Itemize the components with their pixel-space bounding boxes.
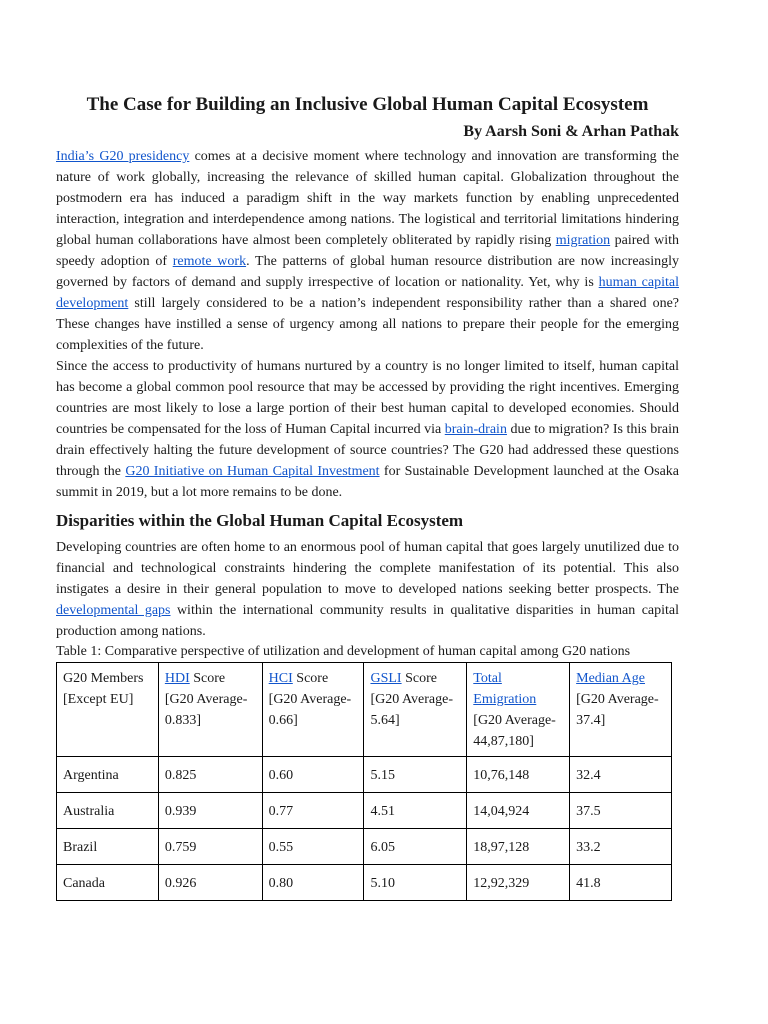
table-cell: 0.60 — [262, 757, 364, 793]
table-cell: 0.939 — [158, 793, 262, 829]
link-india-g20-presidency[interactable]: India’s G20 presidency — [56, 149, 190, 164]
link-total-emigration[interactable]: Total Emigration — [473, 671, 537, 707]
table-cell: 12,92,329 — [467, 865, 570, 901]
table-cell: 0.77 — [262, 793, 364, 829]
paragraph-text: Developing countries are often home to an enormous pool of human capital that goes largely unutilized due to financial and technological constraints hindering the complete manifestation of its potential. This also instigates a desire in their general population to move to developed nations seeking better prospects. The — [56, 540, 679, 597]
link-g20-initiative[interactable]: G20 Initiative on Human Capital Investment — [125, 464, 380, 479]
table-cell: 0.80 — [262, 865, 364, 901]
table-row — [57, 829, 672, 865]
document-title: The Case for Building an Inclusive Global Human Capital Ecosystem — [86, 94, 649, 115]
paragraph-text: still largely considered to be a nation’s independent responsibility rather than a shared one? These changes have instilled a sense of urgency among all nations to prepare their people for the emerging complexities of the future. — [56, 296, 679, 353]
table-cell: 14,04,924 — [467, 793, 570, 829]
table-cell: Argentina — [57, 757, 159, 793]
link-brain-drain[interactable]: brain-drain — [444, 422, 507, 437]
paragraph-disparities — [56, 537, 679, 642]
table-cell: 41.8 — [570, 865, 672, 901]
paragraph-text: due to migration? Is this brain drain effectively halting the future development of source countries? The G20 had addressed these questions through the — [56, 422, 680, 479]
header-cell-median-age: Median Age [G20 Average-37.4] — [570, 663, 672, 757]
section-heading: Disparities within the Global Human Capital Ecosystem — [56, 511, 464, 530]
document-page — [56, 92, 679, 901]
paragraph-text: comes at a decisive moment where technology and innovation are transforming the nature of work globally, increasing the relevance of skilled human capital. Globalization throughout the postmodern era has induced a paradigm shift in the way markets function by enabling unprecedented interaction, integration and interdependence among nations. The logistical and territorial limitations hindering global human collaborations have almost been completely obliterated by rapidly rising — [56, 149, 679, 248]
header-cell-hdi: HDI Score [G20 Average-0.833] — [158, 663, 262, 757]
table-cell: 0.825 — [158, 757, 262, 793]
link-migration[interactable]: migration — [555, 233, 611, 248]
author-byline: By Aarsh Soni & Arhan Pathak — [463, 123, 679, 140]
table-cell: 5.10 — [364, 865, 467, 901]
paragraph-text: within the international community results in qualitative disparities in human capital production among nations. — [56, 603, 680, 639]
link-human-capital-development[interactable]: human capital development — [56, 275, 679, 311]
header-cell-hci: HCI Score [G20 Average-0.66] — [262, 663, 364, 757]
header-cell-members: G20 Members [Except EU] — [57, 663, 159, 757]
table-caption: Table 1: Comparative perspective of utilization and development of human capital among G20 nations — [56, 644, 631, 659]
table-cell: 0.759 — [158, 829, 262, 865]
table-cell: 5.15 — [364, 757, 467, 793]
table-cell: 6.05 — [364, 829, 467, 865]
table-cell: 10,76,148 — [467, 757, 570, 793]
table-header-row — [57, 663, 672, 757]
table-row — [57, 757, 672, 793]
table-cell: 37.5 — [570, 793, 672, 829]
paragraph-text: Since the access to productivity of humans nurtured by a country is no longer limited to itself, human capital has become a global common pool resource that may be accessed by providing the right incentives. Emerging countries are most likely to lose a large portion of their best human capital to developed economies. Should countries be compensated for the loss of Human Capital incurred via — [56, 359, 679, 437]
table-cell: 0.55 — [262, 829, 364, 865]
link-hdi[interactable]: HDI — [164, 671, 190, 686]
paragraph-text: paired with speedy adoption of — [56, 233, 680, 269]
paragraph-text: . The patterns of global human resource distribution are now increasingly governed by factors of demand and supply irrespective of location or nationality. Yet, why is — [56, 254, 679, 290]
paragraph-text: for Sustainable Development launched at the Osaka summit in 2019, but a lot more remains to be done. — [56, 464, 679, 500]
link-median-age[interactable]: Median Age — [576, 671, 645, 686]
table-cell: 33.2 — [570, 829, 672, 865]
table-cell: 0.926 — [158, 865, 262, 901]
paragraph-intro — [56, 146, 679, 356]
table-cell: 4.51 — [364, 793, 467, 829]
link-developmental-gaps[interactable]: developmental gaps — [56, 603, 171, 618]
link-remote-work[interactable]: remote work — [172, 254, 247, 269]
table-row — [57, 865, 672, 901]
data-table — [56, 662, 672, 901]
paragraph-brain-drain — [56, 356, 679, 503]
link-gsli[interactable]: GSLI — [370, 671, 402, 686]
header-cell-emigration: Total Emigration [G20 Average-44,87,180] — [467, 663, 570, 757]
table-cell: Canada — [57, 865, 159, 901]
link-hci[interactable]: HCI — [268, 671, 293, 686]
table-cell: 18,97,128 — [467, 829, 570, 865]
table-cell: Australia — [57, 793, 159, 829]
table-cell: Brazil — [57, 829, 159, 865]
table-row — [57, 793, 672, 829]
table-cell: 32.4 — [570, 757, 672, 793]
header-cell-gsli: GSLI Score [G20 Average-5.64] — [364, 663, 467, 757]
